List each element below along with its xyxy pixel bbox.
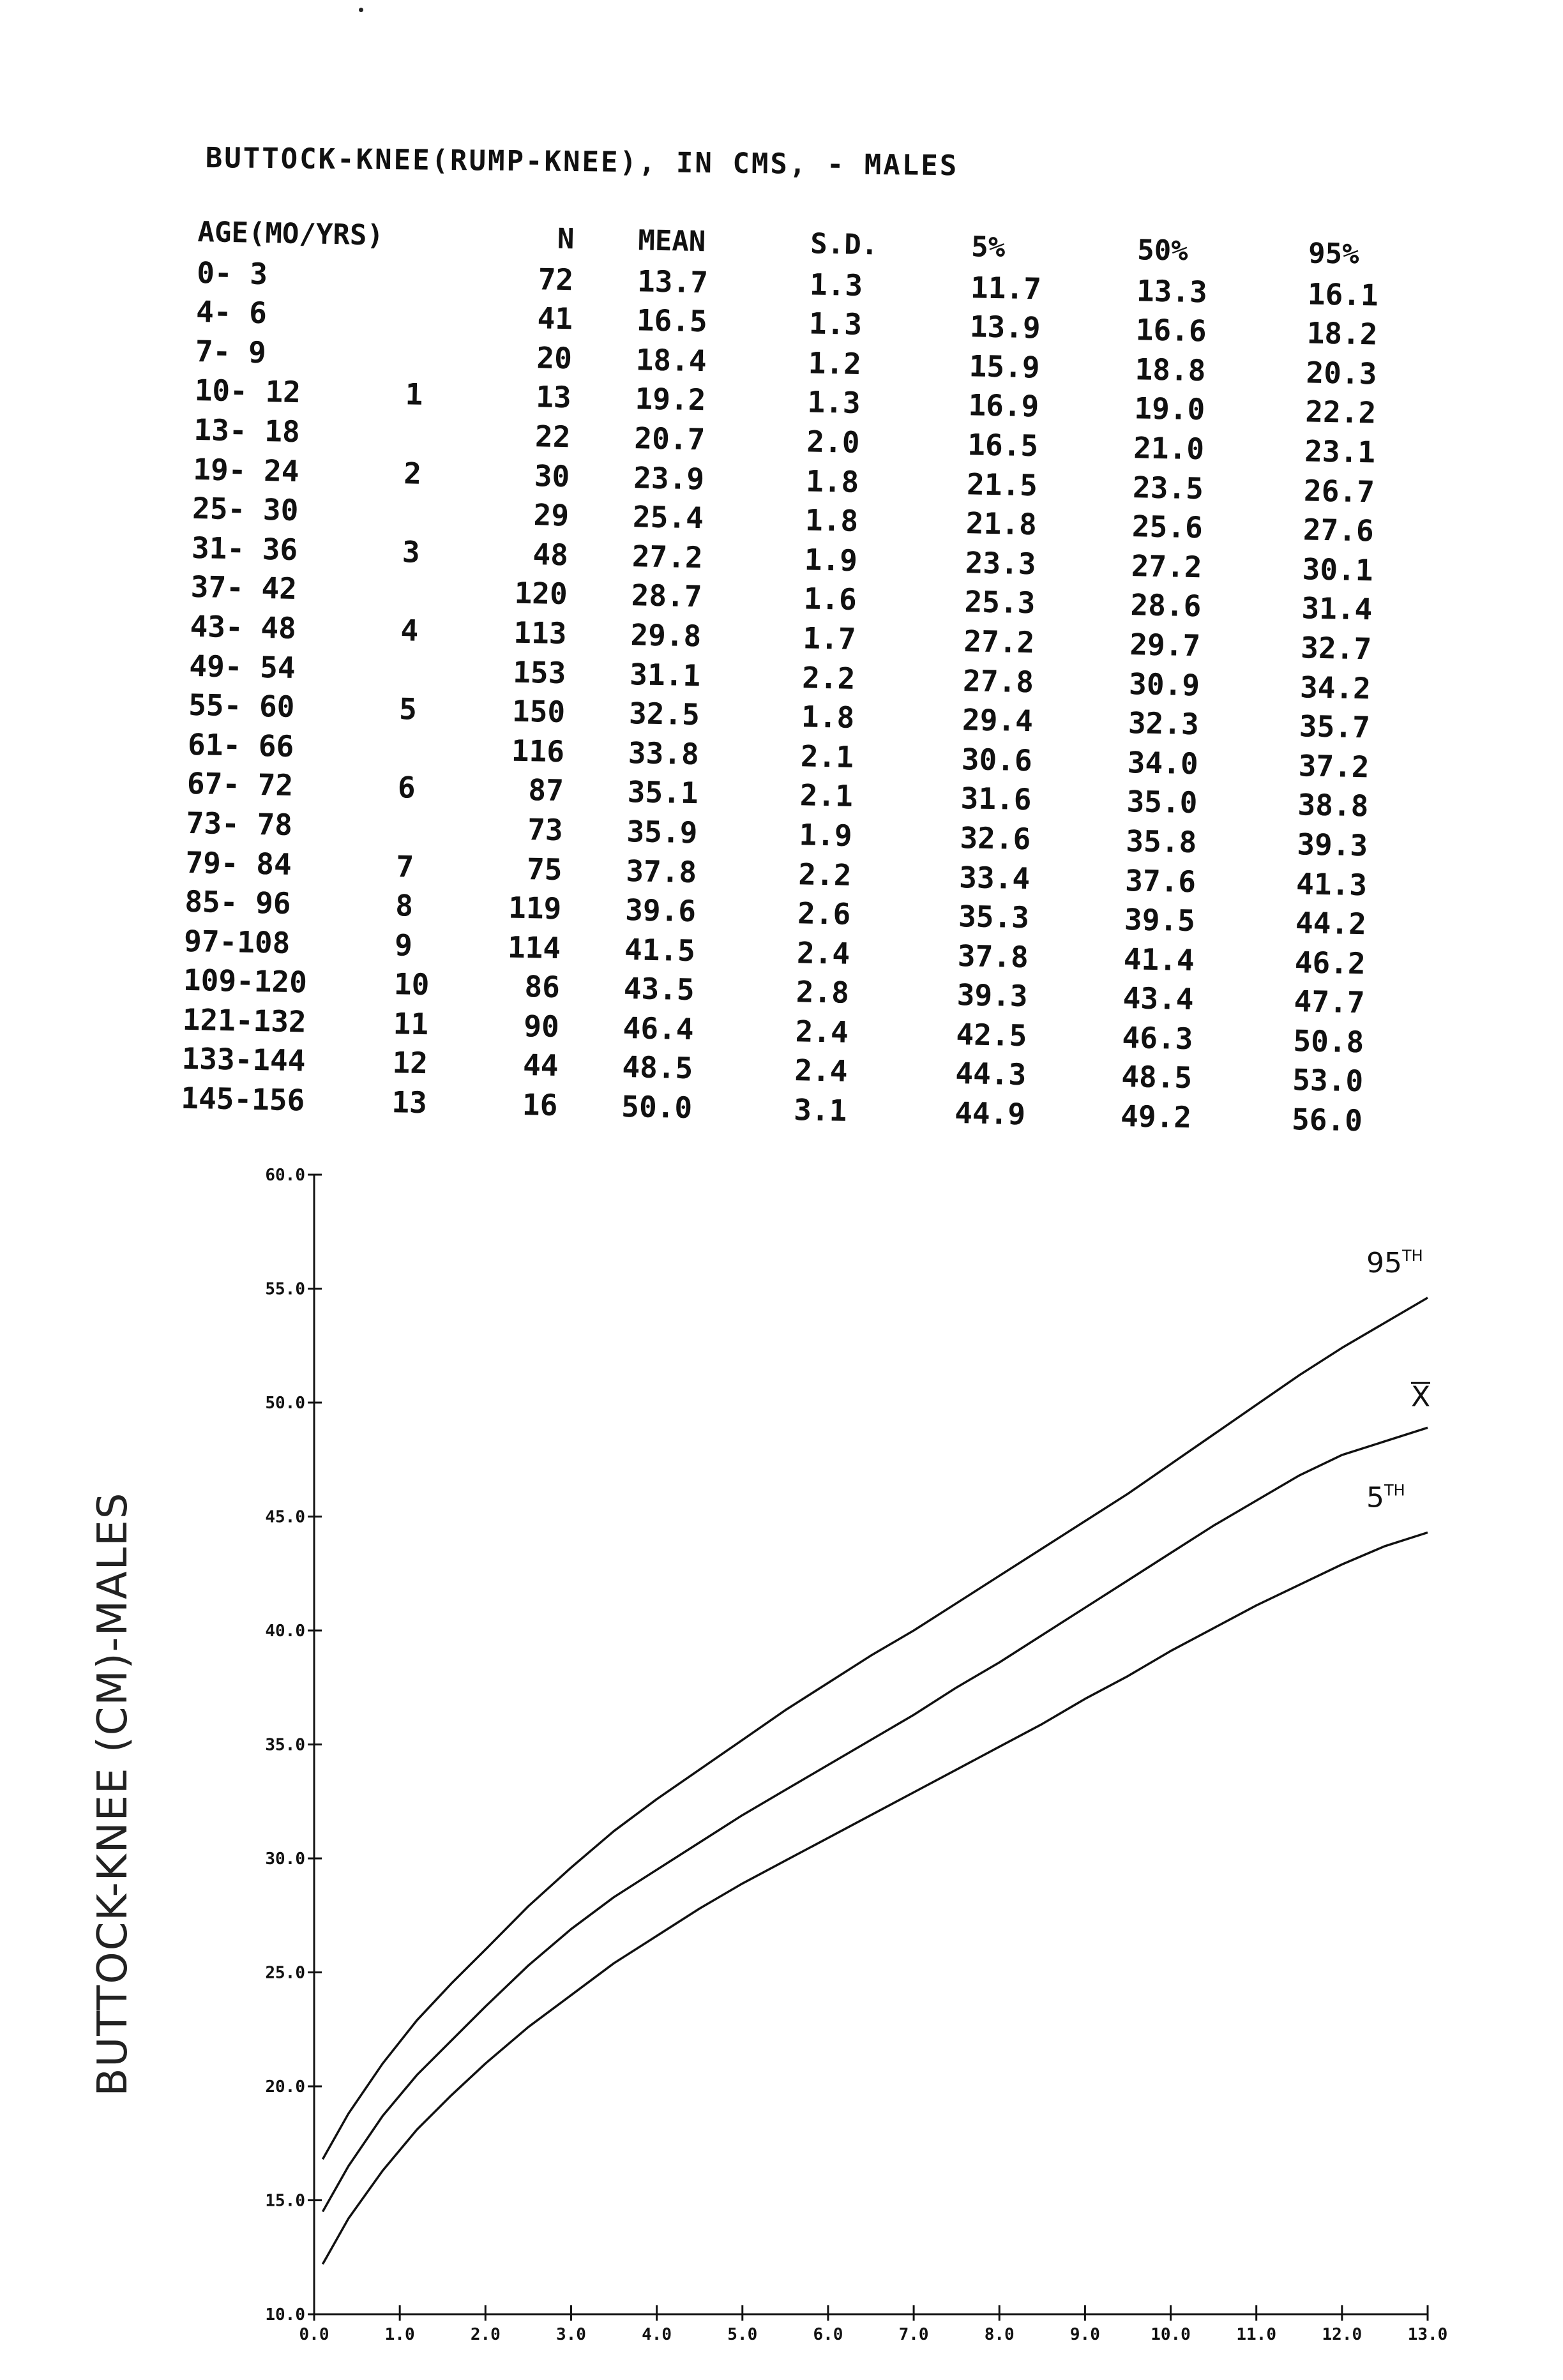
cell-n: 13 [535, 379, 572, 415]
cell-p95: 16.1 [1307, 276, 1379, 313]
cell-n: 120 [514, 575, 568, 612]
cell-p50: 23.5 [1132, 469, 1204, 506]
y-tick-label: 50.0 [265, 1394, 305, 1413]
cell-p95: 22.2 [1304, 394, 1377, 430]
cell-sd: 2.4 [795, 1014, 849, 1050]
cell-age: 4- 6 [195, 294, 268, 331]
cell-n: 150 [511, 693, 566, 730]
curve-labels [1366, 1247, 1430, 1514]
curve-label-main: 95 [1366, 1246, 1402, 1279]
cell-p50: 27.2 [1131, 548, 1203, 585]
x-tick-label: 13.0 [1407, 2325, 1448, 2344]
cell-age: 85- 96 [184, 884, 292, 921]
cell-p5: 27.8 [962, 663, 1034, 699]
cell-p5: 16.9 [968, 388, 1039, 424]
cell-yr: 10 [393, 967, 430, 1002]
x-axis-ticks [299, 2305, 1448, 2344]
cell-p95: 39.3 [1296, 827, 1368, 863]
cell-p50: 19.0 [1133, 391, 1205, 427]
cell-n: 153 [512, 654, 566, 690]
header-mean: MEAN [637, 224, 706, 259]
cell-p5: 32.6 [960, 820, 1031, 857]
cell-n: 86 [524, 969, 561, 1005]
header-p50: 50% [1136, 234, 1189, 267]
cell-n: 113 [513, 615, 568, 651]
cell-mean: 18.4 [635, 342, 707, 379]
cell-sd: 1.8 [801, 699, 855, 735]
cell-sd: 1.3 [809, 267, 863, 303]
x-tick-label: 2.0 [470, 2325, 501, 2344]
cell-mean: 39.6 [624, 892, 697, 929]
cell-p95: 46.2 [1294, 944, 1366, 981]
cell-n: 41 [537, 301, 573, 336]
cell-mean: 35.9 [626, 813, 698, 850]
data-table [180, 216, 1379, 1138]
cell-yr: 2 [403, 455, 422, 491]
cell-age: 13- 18 [193, 412, 301, 449]
cell-p50: 18.8 [1135, 352, 1206, 388]
x-tick-label: 8.0 [984, 2325, 1015, 2344]
cell-p95: 44.2 [1295, 905, 1367, 942]
cell-n: 87 [527, 772, 564, 808]
x-tick-label: 3.0 [555, 2325, 586, 2344]
cell-age: 61- 66 [187, 727, 294, 764]
cell-yr: 7 [395, 848, 414, 884]
cell-mean: 13.7 [637, 263, 709, 299]
cell-p5: 44.3 [955, 1056, 1027, 1092]
y-axis-label: BUTTOCK-KNEE (CM)-MALES [89, 1491, 137, 2097]
cell-age: 67- 72 [186, 766, 294, 803]
cell-p5: 33.4 [958, 859, 1031, 896]
cell-p95: 20.3 [1306, 355, 1377, 391]
cell-sd: 2.4 [796, 935, 850, 971]
cell-yr: 8 [395, 888, 414, 923]
y-tick-label: 45.0 [265, 1507, 305, 1527]
cell-n: 72 [538, 261, 574, 297]
curve-label-p5 [1366, 1481, 1405, 1514]
cell-age: 31- 36 [191, 530, 298, 567]
cell-p95: 34.2 [1299, 669, 1371, 705]
cell-age: 7- 9 [195, 333, 267, 370]
cell-mean: 46.4 [623, 1010, 694, 1047]
cell-p95: 38.8 [1297, 787, 1369, 824]
cell-p95: 32.7 [1300, 630, 1372, 667]
table-title: BUTTOCK-KNEE(RUMP-KNEE), IN CMS, - MALES [205, 142, 959, 183]
header-n: N [557, 222, 575, 256]
cell-n: 116 [511, 733, 565, 769]
cell-p95: 50.8 [1292, 1023, 1364, 1060]
x-tick-label: 6.0 [813, 2325, 843, 2344]
cell-mean: 27.2 [631, 538, 704, 575]
cell-p95: 27.6 [1302, 512, 1375, 548]
x-tick-label: 11.0 [1236, 2325, 1277, 2344]
curve-label-sup: TH [1402, 1246, 1423, 1265]
cell-sd: 1.8 [805, 463, 859, 499]
growth-chart [0, 1136, 1563, 2380]
cell-yr: 3 [402, 534, 421, 569]
cell-n: 75 [526, 851, 563, 887]
cell-yr: 4 [400, 613, 419, 648]
cell-p50: 49.2 [1120, 1099, 1192, 1135]
curve-label-main: X [1411, 1380, 1431, 1413]
y-tick-label: 55.0 [265, 1279, 305, 1299]
cell-p50: 16.6 [1135, 312, 1207, 349]
cell-sd: 2.1 [800, 739, 854, 774]
x-tick-label: 4.0 [642, 2325, 672, 2344]
cell-mean: 31.1 [629, 656, 701, 693]
cell-age: 25- 30 [192, 491, 299, 528]
cell-yr: 6 [397, 770, 416, 806]
cell-p50: 30.9 [1128, 666, 1200, 702]
cell-p95: 23.1 [1304, 433, 1376, 470]
curve-label-sup: TH [1384, 1481, 1405, 1500]
cell-n: 22 [534, 419, 571, 455]
cell-p50: 46.3 [1122, 1020, 1193, 1057]
cell-age: 109-120 [183, 963, 308, 1000]
cell-p5: 16.5 [967, 427, 1039, 463]
x-tick-label: 0.0 [299, 2325, 329, 2344]
cell-p50: 28.6 [1130, 587, 1202, 624]
curve-mean [322, 1427, 1428, 2211]
cell-sd: 1.6 [803, 581, 857, 617]
y-tick-label: 15.0 [265, 2191, 305, 2211]
cell-mean: 33.8 [628, 735, 700, 771]
cell-mean: 35.1 [627, 774, 699, 811]
curve-p5 [322, 1533, 1428, 2264]
cell-sd: 2.2 [801, 659, 856, 696]
cell-age: 0- 3 [196, 255, 268, 291]
cell-age: 37- 42 [190, 569, 298, 606]
cell-mean: 28.7 [631, 578, 702, 614]
cell-p95: 30.1 [1302, 552, 1373, 588]
cell-mean: 25.4 [632, 499, 704, 536]
curve-label-p95 [1366, 1247, 1423, 1279]
cell-sd: 1.7 [802, 621, 857, 656]
cell-mean: 29.8 [630, 617, 702, 654]
cell-yr: 5 [398, 691, 418, 727]
cell-p50: 35.0 [1126, 784, 1198, 820]
cell-age: 19- 24 [192, 451, 300, 488]
chart-curves [322, 1298, 1431, 2264]
cell-n: 73 [527, 811, 564, 848]
cell-p50: 48.5 [1121, 1059, 1193, 1096]
cell-p5: 11.7 [970, 269, 1042, 306]
x-tick-label: 9.0 [1069, 2325, 1100, 2344]
header-p95: 95% [1308, 237, 1360, 271]
cell-p95: 26.7 [1303, 472, 1375, 509]
cell-yr: 12 [392, 1045, 428, 1081]
cell-sd: 2.2 [797, 856, 852, 892]
cell-p5: 21.8 [965, 506, 1038, 542]
cell-p5: 29.4 [962, 702, 1034, 739]
stray-dot [359, 8, 363, 12]
cell-mean: 19.2 [635, 381, 706, 418]
cell-age: 145-156 [180, 1080, 305, 1118]
cell-mean: 23.9 [633, 460, 705, 496]
cell-p95: 18.2 [1306, 315, 1378, 352]
cell-p95: 35.7 [1299, 709, 1371, 745]
cell-p95: 37.2 [1298, 748, 1370, 785]
y-tick-label: 30.0 [265, 1849, 305, 1869]
curve-label-main: 5 [1366, 1481, 1384, 1514]
cell-age: 73- 78 [186, 805, 293, 842]
cell-p50: 35.8 [1125, 823, 1197, 860]
y-tick-label: 40.0 [265, 1622, 305, 1641]
y-tick-label: 60.0 [265, 1166, 305, 1185]
cell-sd: 1.8 [804, 502, 859, 539]
cell-p5: 13.9 [969, 309, 1041, 345]
cell-sd: 2.6 [797, 896, 851, 931]
cell-p5: 15.9 [969, 349, 1040, 385]
cell-mean: 20.7 [633, 421, 706, 457]
cell-mean: 48.5 [622, 1050, 693, 1086]
cell-mean: 41.5 [624, 931, 696, 968]
cell-age: 121-132 [182, 1002, 307, 1039]
cell-p5: 31.6 [960, 781, 1032, 817]
cell-p50: 34.0 [1127, 744, 1199, 781]
chart-axes [314, 1175, 1431, 2314]
cell-p5: 27.2 [963, 624, 1035, 660]
cell-age: 43- 48 [190, 608, 297, 646]
curve-label-mean [1411, 1380, 1430, 1413]
cell-p50: 13.3 [1136, 273, 1208, 309]
cell-p50: 25.6 [1131, 509, 1204, 545]
cell-sd: 1.3 [807, 384, 861, 421]
cell-p50: 39.5 [1124, 902, 1196, 938]
cell-p5: 23.3 [965, 545, 1037, 582]
cell-sd: 1.2 [808, 345, 862, 381]
cell-p50: 43.4 [1122, 981, 1195, 1017]
cell-p5: 44.9 [954, 1096, 1026, 1132]
cell-n: 30 [534, 458, 570, 493]
cell-p50: 29.7 [1129, 627, 1201, 663]
x-tick-label: 1.0 [384, 2325, 415, 2344]
cell-p50: 41.4 [1123, 941, 1195, 977]
cell-age: 10- 12 [194, 373, 301, 410]
cell-p5: 35.3 [958, 899, 1030, 935]
cell-p95: 31.4 [1301, 591, 1373, 627]
x-tick-label: 5.0 [727, 2325, 758, 2344]
cell-p95: 56.0 [1291, 1102, 1363, 1138]
cell-age: 133-144 [181, 1041, 306, 1078]
cell-yr: 11 [393, 1005, 429, 1042]
cell-p50: 37.6 [1124, 862, 1197, 899]
table-body [180, 255, 1379, 1138]
cell-mean: 43.5 [623, 971, 695, 1007]
cell-age: 79- 84 [185, 845, 292, 882]
cell-sd: 1.3 [808, 306, 863, 342]
cell-age: 97-108 [183, 923, 291, 960]
header-sd: S.D. [810, 227, 879, 262]
cell-sd: 3.1 [793, 1092, 847, 1128]
cell-p5: 21.5 [966, 466, 1038, 502]
cell-n: 90 [523, 1008, 560, 1044]
cell-p50: 21.0 [1133, 430, 1205, 467]
cell-p95: 47.7 [1294, 984, 1365, 1020]
cell-yr: 1 [405, 377, 423, 412]
y-tick-label: 10.0 [265, 2305, 305, 2324]
cell-p5: 42.5 [956, 1016, 1027, 1053]
y-tick-label: 35.0 [265, 1735, 305, 1755]
cell-n: 119 [508, 890, 562, 926]
curve-p95 [322, 1298, 1431, 2159]
x-tick-label: 12.0 [1322, 2325, 1363, 2344]
y-tick-label: 25.0 [265, 1963, 305, 1983]
cell-p5: 37.8 [957, 938, 1029, 974]
header-p5: 5% [970, 230, 1006, 264]
cell-sd: 2.0 [806, 424, 860, 460]
cell-mean: 37.8 [625, 853, 697, 889]
cell-n: 16 [522, 1087, 558, 1123]
cell-mean: 32.5 [628, 696, 700, 732]
cell-p5: 25.3 [964, 584, 1036, 621]
header-age: AGE(MO/YRS) [197, 216, 384, 252]
cell-p50: 32.3 [1128, 705, 1200, 742]
cell-n: 48 [532, 536, 569, 572]
cell-yr: 9 [394, 927, 413, 963]
cell-n: 114 [507, 930, 561, 965]
cell-mean: 50.0 [621, 1089, 693, 1126]
cell-p95: 53.0 [1292, 1062, 1364, 1099]
cell-mean: 16.5 [636, 303, 708, 339]
cell-age: 55- 60 [188, 687, 295, 725]
cell-p5: 39.3 [956, 977, 1029, 1014]
cell-sd: 2.1 [799, 778, 854, 814]
cell-sd: 1.9 [799, 817, 853, 853]
cell-sd: 1.9 [804, 542, 858, 578]
cell-n: 44 [522, 1048, 559, 1083]
cell-yr: 13 [391, 1085, 428, 1120]
table-header-row [197, 216, 1360, 271]
y-tick-label: 20.0 [265, 2077, 305, 2097]
cell-n: 20 [536, 340, 573, 376]
cell-age: 49- 54 [188, 648, 296, 685]
x-tick-label: 10.0 [1151, 2325, 1191, 2344]
cell-p5: 30.6 [961, 741, 1033, 778]
cell-p95: 41.3 [1295, 866, 1368, 902]
x-tick-label: 7.0 [898, 2325, 929, 2344]
cell-sd: 2.4 [794, 1053, 849, 1089]
cell-n: 29 [533, 497, 570, 533]
cell-sd: 2.8 [796, 974, 850, 1011]
table-row [192, 491, 1375, 548]
